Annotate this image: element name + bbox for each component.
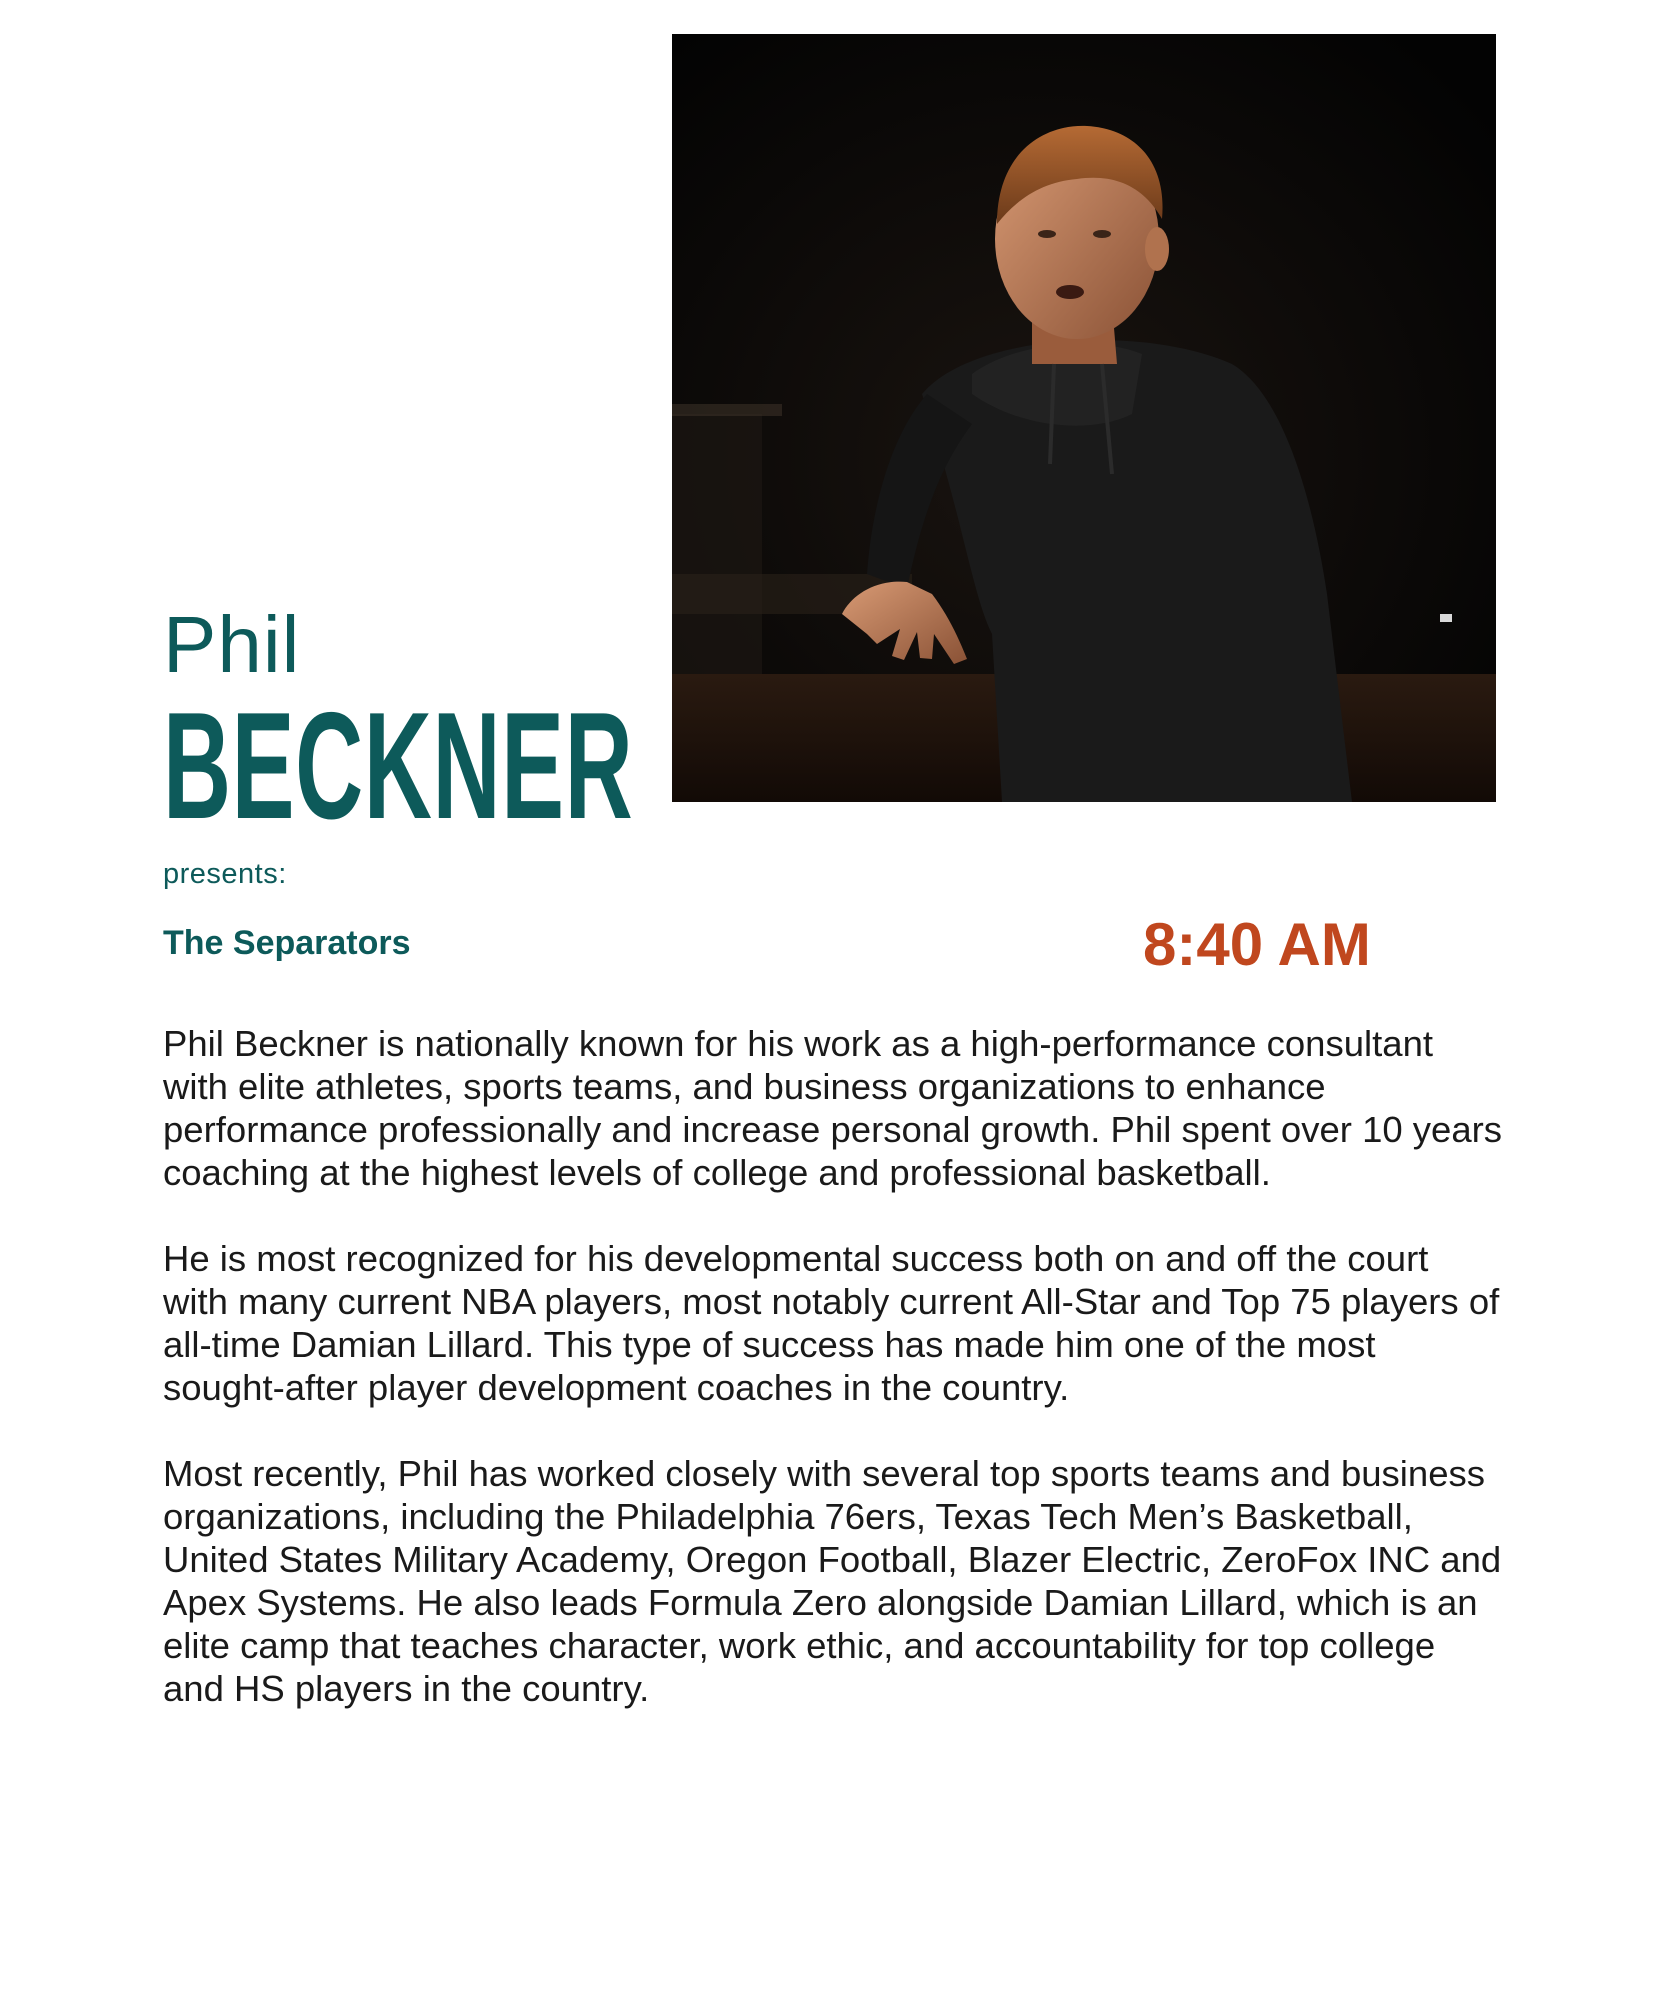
presents-label: presents: [163, 858, 287, 890]
speaker-last-name: BECKNER [163, 681, 634, 851]
speaker-first-name: Phil [163, 600, 301, 689]
session-time: 8:40 AM [1143, 911, 1371, 978]
speaker-photo [672, 34, 1496, 802]
bio-paragraph: Phil Beckner is nationally known for his work as a high-performance consultant with elite athletes, sports teams, and business organizations to enhance performance professionally and increase personal growth. Phil spent over 10 years coaching at the highest levels of college and professional basketball. [163, 1023, 1503, 1193]
bio-paragraph: He is most recognized for his developmental success both on and off the court with many current NBA players, most notably current All-Star and Top 75 players of all-time Damian Lillard. This type of success has made him one of the most sought-after player development coaches in the country. [163, 1238, 1500, 1408]
speaker-bio [163, 1022, 1503, 1753]
bio-paragraph: Most recently, Phil has worked closely with several top sports teams and business organizations, including the Philadelphia 76ers, Texas Tech Men’s Basketball, United States Military Academy, Oregon Football, Blazer Electric, ZeroFox INC and Apex Systems. He also leads Formula Zero alongside Damian Lillard, which is an elite camp that teaches character, work ethic, and accountability for top college and HS players in the country. [163, 1453, 1502, 1709]
speaker-photo-illustration [672, 34, 1496, 802]
talk-title: The Separators [163, 924, 411, 962]
